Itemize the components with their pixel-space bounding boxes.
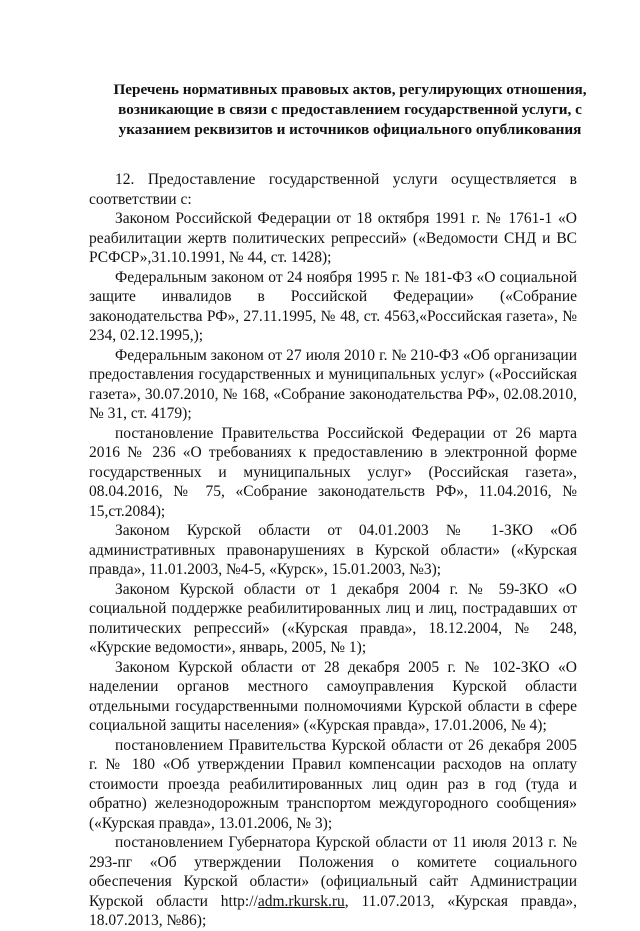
paragraph-governor-decree-2013: [89, 833, 577, 931]
document-body: [89, 170, 577, 931]
paragraph-law-1991: Законом Российской Федерации от 18 октября 1991 г. № 1761-1 «О реабилитации жертв политических репрессий» («Ведомости СНД и ВС РСФСР»,31.10.1991, № 44, ст. 1428);: [89, 210, 577, 266]
paragraph-kursk-law-2005: Законом Курской области от 28 декабря 2005 г. № 102-ЗКО «О наделении органов местного самоуправления Курской области отдельными государственными полномочиями Курской области в сфере социальной защиты населения» («Курская правда», 17.01.2006, № 4);: [89, 658, 577, 734]
paragraph-intro: 12. Предоставление государственной услуги осуществляется в соответствии с:: [89, 171, 577, 208]
governor-decree-text: постановлением Губернатора Курской области от 11 июля 2013 г. № 293-пг «Об утверждении Положения о комитете социального обеспечения Курской области» (официальный сайт Администрации Курской области http://: [89, 834, 577, 910]
paragraph-law-2010: Федеральным законом от 27 июля 2010 г. № 210-ФЗ «Об организации предоставления государственных и муниципальных услуг» («Российская газета», 30.07.2010, № 168, «Собрание законодательства РФ», 02.08.2010, № 31, ст. 4179);: [89, 346, 577, 422]
paragraph-decree-2016: постановление Правительства Российской Федерации от 26 марта 2016 № 236 «О требованиях к предоставлению в электронной форме государственных и муниципальных услуг» (Российская газета», 08.04.2016, № 75, «Собрание законодательств РФ», 11.04.2016, № 15,ст.2084);: [89, 424, 577, 520]
governor-decree-text-end: , 11.07.2013, «Курская правда», 18.07.2013, №86);: [89, 892, 578, 929]
document-title: Перечень нормативных правовых актов, регулирующих отношения, возникающие в связи с предоставлением государственной услуги, с указанием реквизитов и источников официального опубликования: [113, 81, 587, 138]
paragraph-law-1995: Федеральным законом от 24 ноября 1995 г. № 181-ФЗ «О социальной защите инвалидов в Российской Федерации» («Собрание законодательства РФ», 27.11.1995, № 48, ст. 4563,«Российская газета», № 234, 02.12.1995,);: [89, 268, 577, 344]
paragraph-kursk-decree-2005: постановлением Правительства Курской области от 26 декабря 2005 г. № 180 «Об утверждении Правил компенсации расходов на оплату стоимости проезда реабилитированных лиц один раз в год (туда и обратно) железнодорожным транспортом междугородного сообщения» («Курская правда», 13.01.2006, № 3);: [89, 736, 577, 832]
paragraph-kursk-law-2003: Законом Курской области от 04.01.2003 № 1-ЗКО «Об административных правонарушениях в Курской области» («Курская правда», 11.01.2003, №4-5, «Курск», 15.01.2003, №3);: [89, 522, 577, 578]
official-site-link[interactable]: adm.rkursk.ru: [257, 892, 345, 910]
paragraph-kursk-law-2004: Законом Курской области от 1 декабря 2004 г. № 59-ЗКО «О социальной поддержке реабилитированных лиц и лиц, пострадавших от политических репрессий» («Курская правда», 18.12.2004, № 248, «Курские ведомости», январь, 2005, № 1);: [89, 580, 577, 656]
